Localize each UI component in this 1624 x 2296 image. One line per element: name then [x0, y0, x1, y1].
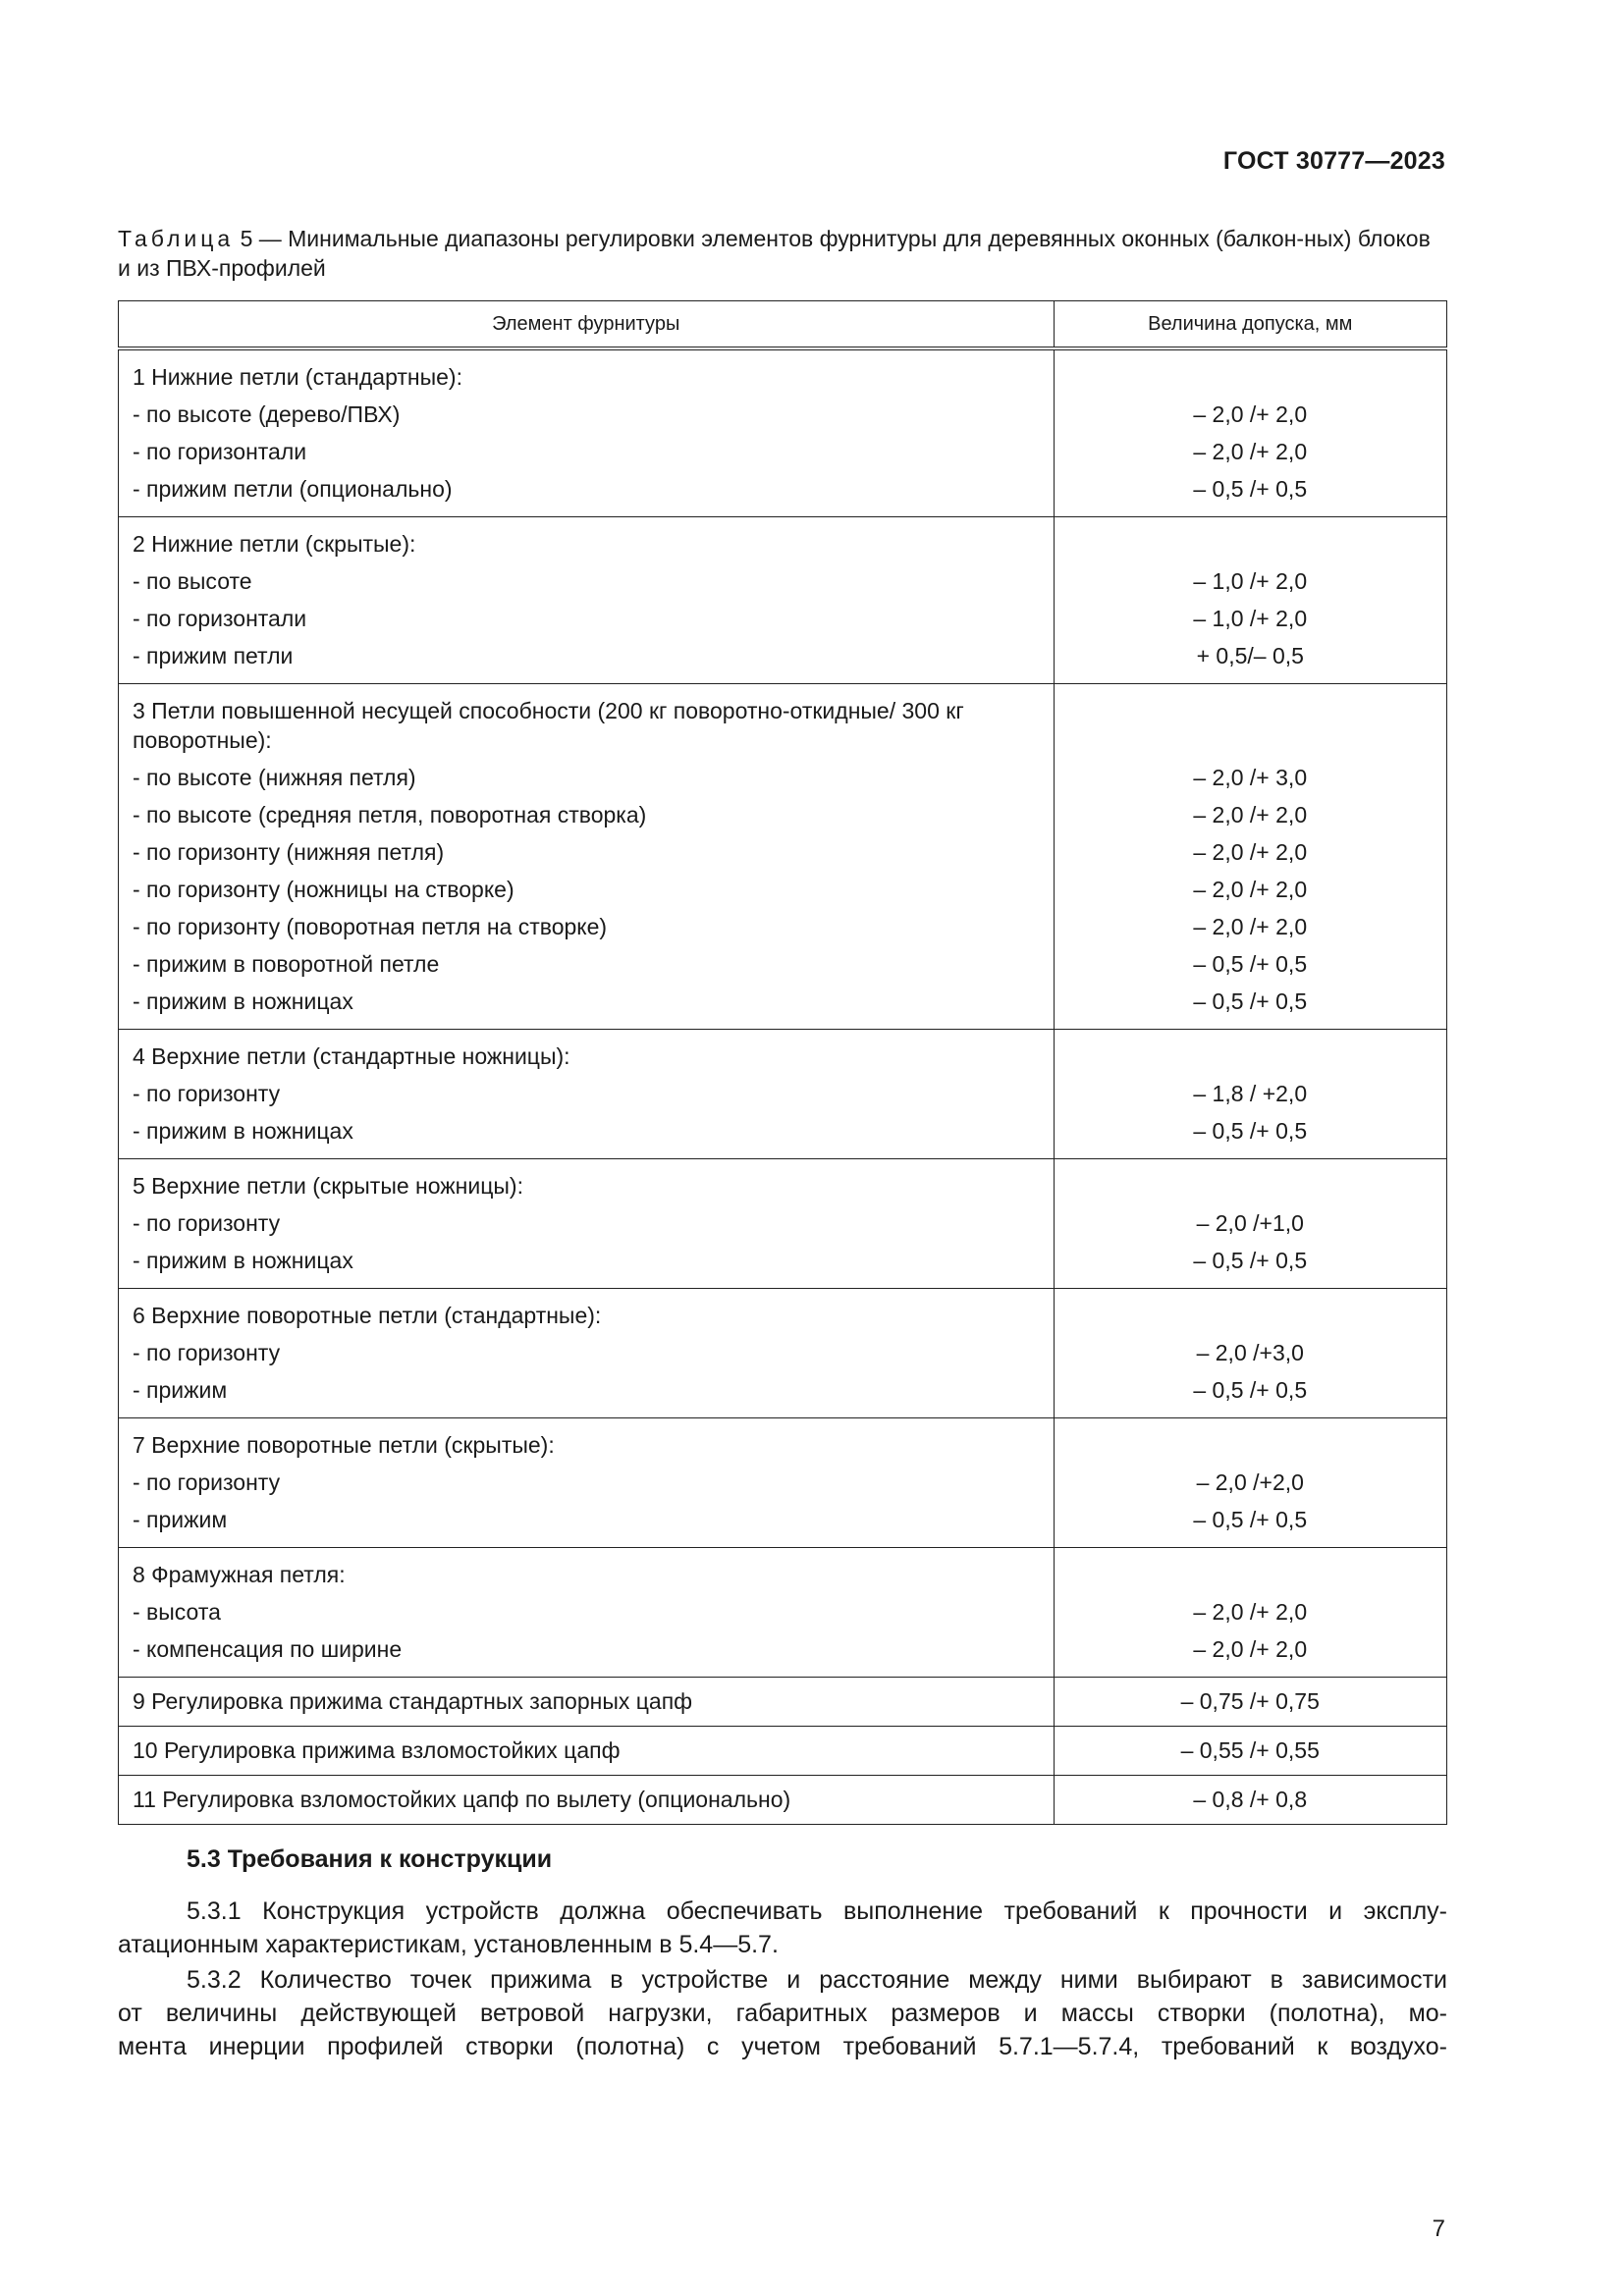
- item-value: – 2,0 /+1,0: [1196, 1210, 1304, 1236]
- spacer: [1055, 1297, 1447, 1334]
- item-value: – 2,0 /+ 3,0: [1193, 765, 1308, 790]
- item-label: - прижим петли (опционально): [133, 476, 453, 502]
- group-title: 3 Петли повышенной несущей способности (200 кг поворотно-откидные/ 300 кг поворотные):: [133, 698, 964, 753]
- tolerance-table: [118, 300, 1447, 1825]
- item-label: - по горизонтали: [133, 439, 307, 464]
- paragraph-line: мента инерции профилей створки (полотна) с учетом требований 5.7.1—5.7.4, требований к воздухо-: [118, 2033, 1447, 2060]
- paragraph-5-3-1: [118, 1895, 1447, 1961]
- tolerance-cell: [1054, 1548, 1447, 1678]
- item-value: – 2,0 /+ 2,0: [1193, 914, 1308, 939]
- element-cell: [119, 1418, 1055, 1548]
- item-value: – 0,5 /+ 0,5: [1193, 1507, 1308, 1532]
- tolerance-cell: [1054, 1727, 1447, 1776]
- tolerance-cell: [1054, 1678, 1447, 1727]
- item-value: – 0,5 /+ 0,5: [1193, 951, 1308, 977]
- element-cell: [119, 517, 1055, 684]
- item-value: – 0,5 /+ 0,5: [1193, 1248, 1308, 1273]
- tolerance-cell: [1054, 348, 1447, 517]
- table-row: [119, 1678, 1447, 1727]
- group-title: 7 Верхние поворотные петли (скрытые):: [133, 1432, 555, 1458]
- table-row: [119, 1727, 1447, 1776]
- tolerance-cell: [1054, 1030, 1447, 1159]
- spacer: [1055, 1556, 1447, 1593]
- item-label: - прижим в ножницах: [133, 1248, 353, 1273]
- tolerance-cell: [1054, 1776, 1447, 1825]
- group-title: 1 Нижние петли (стандартные):: [133, 364, 462, 390]
- item-label: - по горизонту: [133, 1210, 281, 1236]
- element-cell: [119, 684, 1055, 1030]
- element-cell: [119, 1289, 1055, 1418]
- item-value: – 2,0 /+ 2,0: [1193, 439, 1308, 464]
- tolerance-cell: [1054, 1159, 1447, 1289]
- table-row: [119, 1289, 1447, 1418]
- element-cell: [119, 1159, 1055, 1289]
- item-value: – 2,0 /+ 2,0: [1193, 802, 1308, 828]
- spacer: [1055, 358, 1447, 396]
- tolerance-cell: [1054, 684, 1447, 1030]
- table-row: [119, 348, 1447, 517]
- item-value: – 1,0 /+ 2,0: [1193, 568, 1308, 594]
- item-label: - по горизонту (ножницы на створке): [133, 877, 514, 902]
- item-value: – 0,5 /+ 0,5: [1193, 476, 1308, 502]
- tolerance-cell: [1054, 517, 1447, 684]
- element-cell: [119, 348, 1055, 517]
- group-title: 4 Верхние петли (стандартные ножницы):: [133, 1043, 570, 1069]
- item-label: - высота: [133, 1599, 221, 1625]
- spacer: [1055, 1038, 1447, 1075]
- spacer: [1055, 1426, 1447, 1464]
- item-label: - по горизонту: [133, 1469, 281, 1495]
- item-label: - по высоте (средняя петля, поворотная створка): [133, 802, 647, 828]
- table-row: [119, 1776, 1447, 1825]
- item-label: - прижим в ножницах: [133, 988, 353, 1014]
- table-caption-label: Таблица: [118, 226, 235, 251]
- element-cell: [119, 1548, 1055, 1678]
- item-label: - по высоте (нижняя петля): [133, 765, 416, 790]
- item-value: – 2,0 /+ 2,0: [1193, 1636, 1308, 1662]
- paragraph-line: от величины действующей ветровой нагрузки, габаритных размеров и массы створки (полотна), мо-: [118, 2000, 1447, 2027]
- item-label: 10 Регулировка прижима взломостойких цапф: [133, 1737, 621, 1763]
- item-label: 11 Регулировка взломостойких цапф по вылету (опционально): [133, 1787, 791, 1812]
- item-label: - по горизонту: [133, 1340, 281, 1365]
- tolerance-cell: [1054, 1418, 1447, 1548]
- item-label: - прижим: [133, 1377, 228, 1403]
- column-header-element: Элемент фурнитуры: [119, 301, 1055, 349]
- item-label: 9 Регулировка прижима стандартных запорных цапф: [133, 1688, 693, 1714]
- item-value: – 1,0 /+ 2,0: [1193, 606, 1308, 631]
- element-cell: [119, 1678, 1055, 1727]
- spacer: [1055, 1167, 1447, 1204]
- item-value: – 0,5 /+ 0,5: [1193, 1118, 1308, 1144]
- paragraph-line: 5.3.1 Конструкция устройств должна обеспечивать выполнение требований к прочности и эксплу-: [187, 1897, 1447, 1925]
- item-value: – 2,0 /+3,0: [1196, 1340, 1304, 1365]
- item-value: – 2,0 /+ 2,0: [1193, 839, 1308, 865]
- item-label: - по высоте (дерево/ПВХ): [133, 401, 401, 427]
- table-row: [119, 684, 1447, 1030]
- item-value: – 2,0 /+ 2,0: [1193, 877, 1308, 902]
- element-cell: [119, 1776, 1055, 1825]
- document-number: ГОСТ 30777—2023: [1222, 147, 1445, 175]
- paragraph-line: атационным характеристикам, установленным в 5.4—5.7.: [118, 1931, 779, 1958]
- item-value: – 2,0 /+ 2,0: [1193, 1599, 1308, 1625]
- item-label: - по горизонту (нижняя петля): [133, 839, 445, 865]
- item-value: – 0,5 /+ 0,5: [1193, 988, 1308, 1014]
- item-value: – 2,0 /+ 2,0: [1193, 401, 1308, 427]
- item-value: + 0,5/– 0,5: [1196, 643, 1304, 668]
- table-caption-text: 5 — Минимальные диапазоны регулировки элементов фурнитуры для деревянных оконных (балкон-ных) блоков и из ПВХ-профилей: [118, 226, 1431, 281]
- spacer: [1055, 692, 1447, 759]
- item-value: – 0,8 /+ 0,8: [1193, 1787, 1308, 1812]
- item-value: – 0,55 /+ 0,55: [1180, 1737, 1320, 1763]
- element-cell: [119, 1030, 1055, 1159]
- table-row: [119, 1159, 1447, 1289]
- item-label: - прижим: [133, 1507, 228, 1532]
- section-title: 5.3 Требования к конструкции: [187, 1845, 553, 1873]
- group-title: 6 Верхние поворотные петли (стандартные):: [133, 1303, 602, 1328]
- paragraph-line: 5.3.2 Количество точек прижима в устройстве и расстояние между ними выбирают в зависимости: [187, 1966, 1447, 1994]
- paragraph-5-3-2: [118, 1963, 1447, 2063]
- item-label: - по горизонтали: [133, 606, 307, 631]
- item-label: - по горизонту: [133, 1081, 281, 1106]
- table-header-row: [119, 301, 1447, 349]
- table-row: [119, 517, 1447, 684]
- group-title: 5 Верхние петли (скрытые ножницы):: [133, 1173, 523, 1199]
- item-value: – 0,5 /+ 0,5: [1193, 1377, 1308, 1403]
- item-value: – 1,8 / +2,0: [1193, 1081, 1308, 1106]
- table-row: [119, 1548, 1447, 1678]
- table-caption: [118, 224, 1447, 283]
- tolerance-cell: [1054, 1289, 1447, 1418]
- item-value: – 2,0 /+2,0: [1196, 1469, 1304, 1495]
- item-label: - прижим петли: [133, 643, 294, 668]
- column-header-tolerance: Величина допуска, мм: [1054, 301, 1447, 349]
- item-label: - прижим в поворотной петле: [133, 951, 440, 977]
- item-value: – 0,75 /+ 0,75: [1180, 1688, 1320, 1714]
- item-label: - по горизонту (поворотная петля на створке): [133, 914, 608, 939]
- table-row: [119, 1030, 1447, 1159]
- item-label: - компенсация по ширине: [133, 1636, 403, 1662]
- page-number: 7: [1432, 2216, 1445, 2242]
- spacer: [1055, 525, 1447, 562]
- element-cell: [119, 1727, 1055, 1776]
- item-label: - прижим в ножницах: [133, 1118, 353, 1144]
- item-label: - по высоте: [133, 568, 252, 594]
- group-title: 2 Нижние петли (скрытые):: [133, 531, 416, 557]
- table-row: [119, 1418, 1447, 1548]
- group-title: 8 Фрамужная петля:: [133, 1562, 346, 1587]
